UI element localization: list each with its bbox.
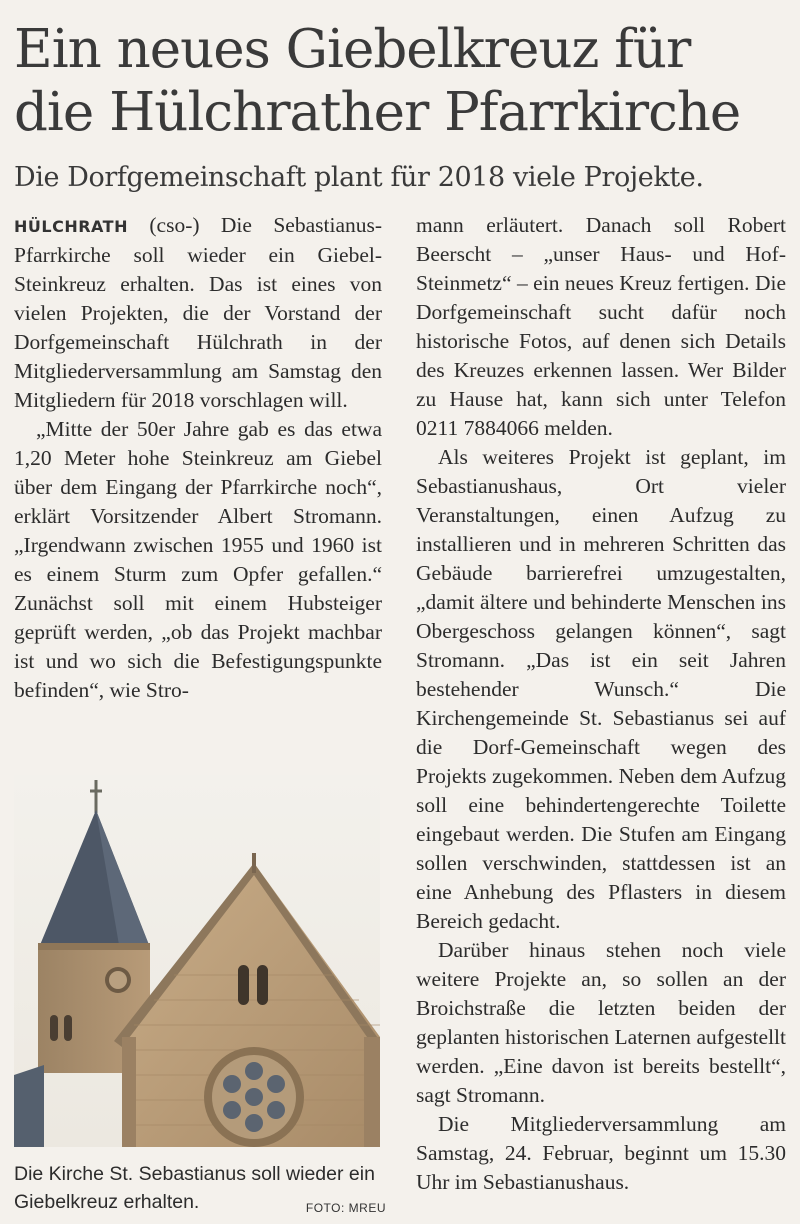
article-subheadline: Die Dorfgemeinschaft plant für 2018 viele Projekte.	[14, 162, 704, 193]
photo-credit: FOTO: MREU	[305, 1201, 386, 1215]
author-tag: (cso-)	[149, 213, 200, 237]
text-column-left	[14, 211, 382, 705]
paragraph-elevator: Als weiteres Projekt ist geplant, im Sebastianushaus, Ort vieler Veranstaltungen, einen Aufzug zu installieren und in mehreren Schritten das Gebäude barrierefrei umzugestalten, „damit ältere und behinderte Menschen ins Obergeschoss gelangen können“, sagt Stromann. „Das ist ein seit Jahren bestehender Wunsch.“ Die Kirchengemeinde St. Sebastianus sei auf die Dorf-Gemeinschaft wegen des Projekts zugekommen. Neben dem Aufzug soll eine behindertengerechte Toilette eingebaut werden. Die Stufen am Eingang sollen verschwinden, stattdessen ist an eine Anhebung des Pflasters in diesem Bereich gedacht.	[416, 445, 786, 933]
paragraph-meeting: Die Mitgliederversammlung am Samstag, 24. Februar, beginnt um 15.30 Uhr im Sebastianushaus.	[416, 1112, 786, 1194]
paragraph-text: Die Sebastianus-Pfarrkirche soll wieder ein Giebel-Steinkreuz erhalten. Das ist eines von vielen Projekten, die der Vorstand der Dorfgemeinschaft Hülchrath in der Mitgliederversammlung am Samstag den Mitgliedern für 2018 vorschlagen will.	[14, 213, 383, 412]
paragraph-continuation: mann erläutert. Danach soll Robert Beerscht – „unser Haus- und Hof-Steinmetz“ – ein neues Kreuz fertigen. Die Dorfgemeinschaft sucht dafür noch historische Fotos, auf denen sich Details des Kreuzes erkennen lassen. Wer Bilder zu Hause hat, kann sich unter Telefon 0211 7884066 melden.	[416, 213, 786, 440]
church-photo	[14, 775, 380, 1147]
paragraph-quote: „Mitte der 50er Jahre gab es das etwa 1,20 Meter hohe Steinkreuz am Giebel über dem Eingang der Pfarrkirche noch“, erklärt Vorsitzender Albert Stromann. „Irgendwann zwischen 1955 und 1960 ist es einem Sturm zum Opfer gefallen.“ Zunächst soll mit einem Hubsteiger geprüft werden, „ob das Projekt machbar ist und wo sich die Befestigungspunkte befinden“, wie Stro-	[14, 417, 382, 702]
paragraph-lanterns: Darüber hinaus stehen noch viele weitere Projekte an, so sollen an der Broichstraße die letzten beiden der geplanten historischen Laternen aufgestellt werden. „Eine davon ist bereits bestellt“, sagt Stromann.	[416, 938, 786, 1107]
dateline: HÜLCHRATH	[14, 217, 128, 236]
paragraph-intro	[14, 211, 382, 415]
headline-line-2: die Hülchrather Pfarrkirche	[14, 82, 741, 143]
photo-caption	[14, 1160, 386, 1222]
caption-text: Die Kirche St. Sebastianus soll wieder ein Giebelkreuz erhalten.	[14, 1163, 375, 1213]
text-column-right	[416, 211, 786, 1197]
article-headline	[14, 18, 794, 144]
headline-line-1: Ein neues Giebelkreuz für	[14, 19, 691, 80]
